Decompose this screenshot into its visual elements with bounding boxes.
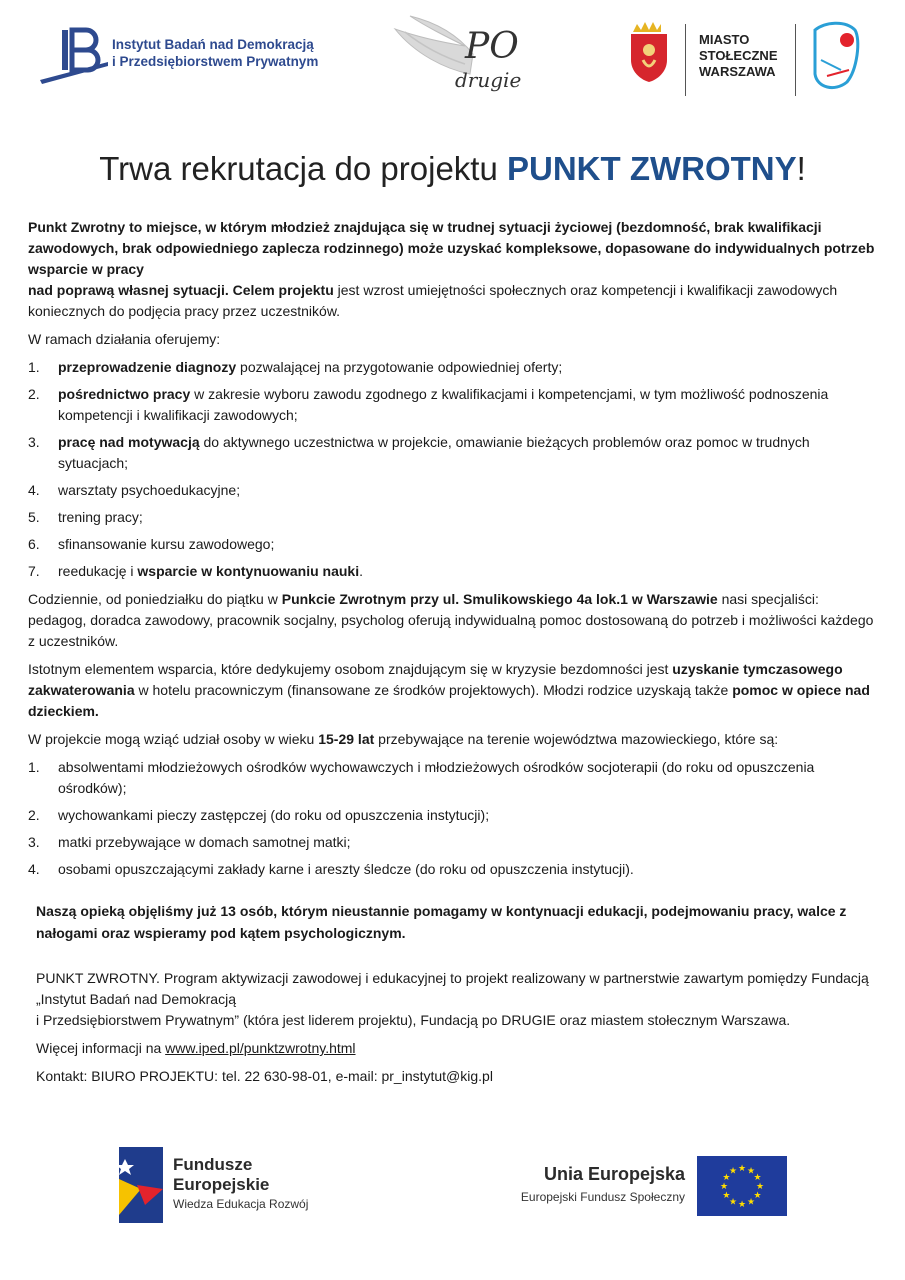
eu-star-icon: ★ [728,1165,738,1176]
list-item [28,357,880,378]
eligibility-pre: W projekcie mogą wziąć udział osoby w wieku [28,731,319,747]
list-number: 4. [28,861,40,877]
eu-star-icon: ★ [722,1172,731,1182]
daily-address: Punkcie Zwrotnym przy ul. Smulikowskiego 4a lok.1 w Warszawie [281,591,718,607]
list-item-bold: pracę nad motywacją [58,434,200,450]
list-item-bold: przeprowadzenie diagnozy [58,359,237,375]
eu-star-icon: ★ [722,1190,731,1200]
zakochaj-badge-icon [809,20,865,94]
eligibility-post: przebywające na terenie województwa mazowieckiego, które są: [374,731,779,747]
podrugie-drugie: drugie [455,68,522,92]
eu-star-icon: ★ [753,1172,762,1182]
list-number: 4. [28,482,40,498]
intro-paragraph [28,217,880,322]
eu-flag-icon [697,1156,787,1216]
fundusze-europejskie-logo [115,1145,345,1225]
list-item-text: absolwentami młodzieżowych ośrodków wychowawczych i młodzieżowych ośrodków socjoterapii (do roku od opuszczenia ośrodków); [58,759,815,796]
housing-bold: uzyskanie tymczasowego zakwaterowania [28,661,843,698]
intro-bold2: nad poprawą własnej sytuacji. [28,282,229,298]
podrugie-po: PO [465,26,519,67]
list-number: 1. [28,759,40,775]
list-item [28,432,880,474]
list-item [28,534,880,555]
warsaw-line3: WARSZAWA [699,64,776,79]
eligibility-age: 15-29 lat [318,731,375,747]
title-accent: PUNKT ZWROTNY [506,150,797,187]
intro-regular: jest wzrost umiejętności społecznych oraz kompetencji i kwalifikacji zawodowych koniecznych do podjęcia pracy przez uczestników. [28,282,838,319]
list-number: 3. [28,834,40,850]
list-number: 1. [28,359,40,375]
eu-star-icon: ★ [719,1181,729,1191]
list-number: 7. [28,563,40,579]
list-item-text: matki przebywające w domach samotnej matki; [58,834,351,850]
offer-list [28,357,880,582]
list-item-text: wychowankami pieczy zastępczej (do roku od opuszczenia instytucji); [58,807,490,823]
contact-info: Kontakt: BIURO PROJEKTU: tel. 22 630-98-01, e-mail: pr_instytut@kig.pl [36,1068,493,1084]
ue-subtitle: Europejski Fundusz Społeczny [520,1190,685,1204]
list-number: 2. [28,807,40,823]
daily-post: nasi specjaliści: pedagog, doradca zawodowy, pracownik socjalny, psycholog oferują indywidualną pomoc dostosowaną do potrzeb i możliwości każdego z uczestników. [28,591,874,649]
list-item [28,507,880,528]
list-item-text: pozwalającej na przygotowanie odpowiedniej oferty; [236,359,563,375]
fe-star-icon [115,1145,167,1225]
daily-paragraph [28,589,880,652]
list-item-pre: reedukację i [58,563,138,579]
list-item-text: . [359,563,363,579]
page-title [0,150,905,188]
intro-bold: Punkt Zwrotny to miejsce, w którym młodzież znajdująca się w trudnej sytuacji życiowej (bezdomność, brak kwalifikacji zawodowych, brak odpowiedniego zaplecza rodzinnego) może uzyskać kompleksowe, dopasowane do indywidualnych potrzeb wsparcie w pracy [28,219,875,277]
eu-star-icon: ★ [755,1181,765,1191]
list-item [28,805,880,826]
eu-star-icon: ★ [737,1163,747,1173]
partner-line1: PUNKT ZWROTNY. Program aktywizacji zawodowej i edukacyjnej to projekt realizowany w partnerstwie zawartym pomiędzy Fundacją „Instytut Badań nad Demokracją [36,970,869,1007]
warsaw-line1: MIASTO [699,32,750,47]
eu-star-icon: ★ [737,1199,747,1209]
ib-mark-icon [38,26,110,84]
list-item [28,859,880,880]
warsaw-line2: STOŁECZNE [699,48,778,63]
ib-logo-line2: i Przedsiębiorstwem Prywatnym [112,54,319,69]
more-info-link[interactable]: www.iped.pl/punktzwrotny.html [165,1040,356,1056]
eu-star-icon: ★ [728,1196,738,1207]
ib-logo [38,26,338,86]
list-item [28,561,880,582]
list-item-text: w zakresie wyboru zawodu zgodnego z kwalifikacjami i kompetencjami, w tym możliwość podnoszenia kompetencji i kwalifikacji zawodowych; [58,386,829,423]
list-number: 6. [28,536,40,552]
list-item-text: osobami opuszczającymi zakłady karne i areszty śledcze (do roku od opuszczenia instytucji). [58,861,634,877]
housing-paragraph [28,659,880,722]
summary-statement: Naszą opieką objęliśmy już 13 osób, którym nieustannie pomagamy w kontynuacji edukacji, podejmowaniu pracy, walce z nałogami oraz wspieramy pod kątem psychologicznym. [36,903,847,941]
fe-line1: Fundusze [173,1155,253,1174]
offer-heading: W ramach działania oferujemy: [28,331,221,347]
eligibility-paragraph [28,729,880,750]
list-item-text: do aktywnego uczestnictwa w projekcie, omawianie bieżących problemów oraz pomoc w trudnych sytuacjach; [58,434,810,471]
list-item-text: trening pracy; [58,509,143,525]
title-suffix: ! [796,150,806,187]
fe-subtitle: Wiedza Edukacja Rozwój [173,1197,309,1211]
list-item-text: sfinansowanie kursu zawodowego; [58,536,275,552]
list-item [28,832,880,853]
partner-section [36,968,876,1094]
more-info-label: Więcej informacji na [36,1040,166,1056]
list-item [28,384,880,426]
housing-pre: Istotnym elementem wsparcia, które dedykujemy osobom znajdującym się w kryzysie bezdomności jest [28,661,673,677]
list-item [28,757,880,799]
warsaw-logo [625,18,865,98]
warsaw-divider-2 [795,24,796,96]
list-item-bold: wsparcie w kontynuowaniu nauki [137,563,360,579]
intro-bold3: Celem projektu [232,282,334,298]
list-item-bold: pośrednictwo pracy [58,386,191,402]
list-item [28,480,880,501]
daily-pre: Codziennie, od poniedziałku do piątku w [28,591,282,607]
warsaw-divider-1 [685,24,686,96]
main-content [28,217,880,887]
list-number: 5. [28,509,40,525]
housing-bold2: pomoc w opiece nad dzieckiem. [28,682,870,719]
partner-paragraph [36,968,876,1031]
partner-line2: i Przedsiębiorstwem Prywatnym” (która jest liderem projektu), Fundacją po DRUGIE oraz miastem stołecznym Warszawa. [36,1012,791,1028]
podrugie-logo [385,12,555,102]
title-prefix: Trwa rekrutacja do projektu [99,150,507,187]
eu-star-icon: ★ [753,1190,762,1200]
list-item-text: warsztaty psychoedukacyjne; [58,482,241,498]
eligibility-list [28,757,880,880]
more-info [36,1038,876,1059]
list-number: 3. [28,434,40,450]
ib-logo-line1: Instytut Badań nad Demokracją [112,37,314,52]
warsaw-crest-icon [627,20,671,84]
ue-title: Unia Europejska [543,1164,685,1184]
eu-star-icon: ★ [746,1196,756,1207]
list-number: 2. [28,386,40,402]
fe-line2: Europejskie [173,1175,270,1194]
eu-star-icon: ★ [746,1165,756,1176]
housing-mid: w hotelu pracowniczym (finansowane ze środków projektowych). Młodzi rodzice uzyskają także [134,682,733,698]
unia-europejska-logo [495,1158,795,1218]
